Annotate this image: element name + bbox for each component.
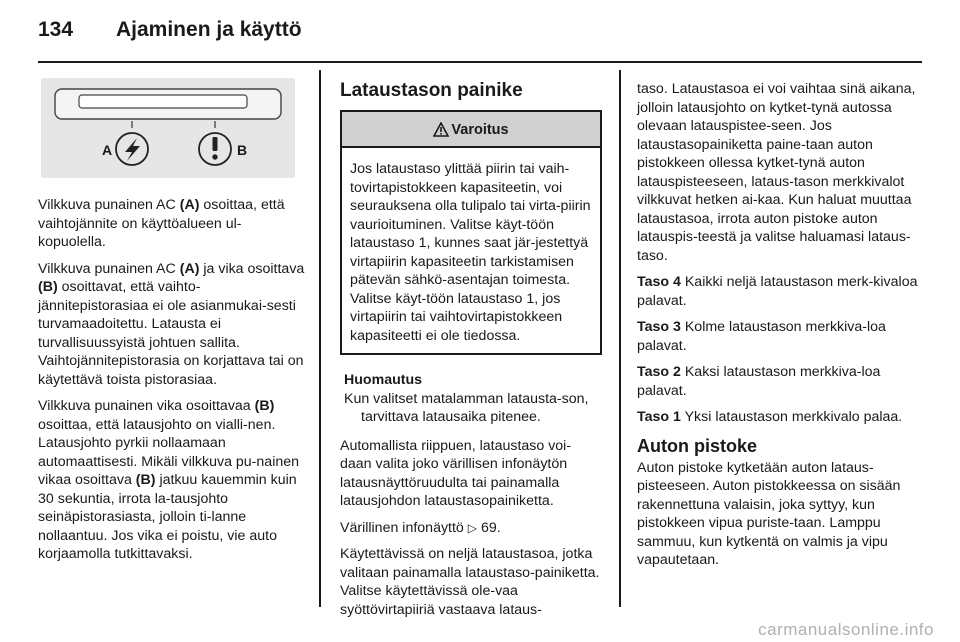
- header-rule: [38, 61, 922, 63]
- paragraph: Vilkkuva punainen vika osoittavaa (B) osoittaa, että latausjohto on vialli-nen. Latausjohto pyrkii nollaamaan automaattisesti. Mikäli vilkkuva pu-nainen vikaa osoittava (B) jatkuu kauemmin kuin 30 sekuntia, irrota la-tausjohto seinäpistorasiasta, jolloin ti-lanne nollaantuu. Jos vika ei poistu, vie auto korjaamolla tutkittavaksi.: [38, 398, 300, 562]
- warning-title: Varoitus: [451, 122, 509, 138]
- charger-diagram: [41, 78, 295, 178]
- paragraph: Käytettävissä on neljä lataustasoa, jotka valitaan painamalla lataustaso-painiketta. Valitse käytettävissä ole-vaa syöttövirtapiiriä vastaava lataus-: [340, 546, 600, 618]
- column-divider-1: [319, 70, 321, 607]
- label-a: A: [102, 142, 113, 158]
- column-2: [340, 78, 602, 627]
- note-box: [340, 371, 602, 427]
- column-3: [637, 80, 927, 578]
- paragraph: taso. Lataustasoa ei voi vaihtaa sinä aikana, jolloin latausjohto on kytket-tynä autossa olevaan latauspistee-seen. Jos lataustasopainiketta paine-taan auton pistokkeen ollessa kytket-tynä auton latauspisteeseen, lataus-tason merkkivalot vilkkuvat hetken ai-kaa. Kun haluat muuttaa lataustasoa, irrota auton pistoke auton latauspis-teestä ja valitse haluamasi lataus-taso.: [637, 81, 916, 264]
- warning-triangle-icon: [433, 115, 449, 151]
- column-1: [38, 78, 306, 572]
- level-3-item: Taso 3 Kolme lataustason merkkiva-loa palavat.: [637, 319, 886, 354]
- column-divider-2: [619, 70, 621, 607]
- note-title: Huomautus: [344, 372, 423, 388]
- paragraph: Vilkkuva punainen AC (A) ja vika osoittava (B) osoittavat, että vaihto-jännitepistorasiaa ei ole asianmukai-sesti turvamaadoitettu. Latausta ei turvallisuussyistä johtuen sallita. Vaihtojännitepistorasia on korjattava tai on käytettävä toista pistorasiaa.: [38, 260, 305, 388]
- ac-indicator-icon: [116, 133, 148, 165]
- paragraph: Auton pistoke kytketään auton lataus-pisteeseen. Auton pistokkeessa on sisään rakennettuna valaisin, joka syttyy, kun pistokkeen vipua puriste-taan. Lamppu sammuu, kun kytkentä on valmis ja vipu vapautetaan.: [637, 459, 901, 568]
- page-title: Ajaminen ja käyttö: [116, 18, 302, 41]
- section-title: Lataustason painike: [340, 80, 523, 101]
- warning-box: [340, 110, 602, 355]
- label-b: B: [237, 142, 248, 158]
- warning-header: [342, 112, 600, 148]
- warning-text: Jos lataustaso ylittää piirin tai vaih-tovirtapistokkeen kapasiteetin, voi seurauksena olla tulipalo tai virta-piirin vaurioituminen. Valitse käyt-töön lataustaso 1, kunnes saat jär-jestettyä virtapiirin kapasiteetin tarkistamisen pätevän sähkö-asentajan toimesta. Valitse käyt-töön lataustaso 1, jos virtapiirin tai vaihtovirtapistokkeen kapasiteetti ei ole tiedossa.: [350, 161, 591, 344]
- paragraph: Automallista riippuen, lataustaso voi-daan valita joko värillisen infonäytön latausnäyttöruudulta tai painamalla latausjohdon lataustasopainiketta.: [340, 437, 572, 509]
- charger-indicator-illustration: [41, 78, 295, 178]
- level-2-item: Taso 2 Kaksi lataustason merkkiva-loa palavat.: [637, 364, 881, 399]
- fault-indicator-icon: [199, 133, 231, 165]
- level-4-item: Taso 4 Kaikki neljä lataustason merk-kivaloa palavat.: [637, 274, 918, 309]
- section-title: Auton pistoke: [637, 435, 757, 456]
- watermark: carmanualsonline.info: [758, 620, 934, 639]
- paragraph: Värillinen infonäyttö ▷ 69.: [340, 519, 501, 536]
- page-number: 134: [38, 18, 74, 41]
- page-reference-arrow-icon: ▷: [467, 520, 477, 535]
- paragraph: Vilkkuva punainen AC (A) osoittaa, että vaihtojännite on käyttöalueen ul-kopuolella.: [38, 197, 285, 250]
- note-text: Kun valitset matalamman latausta-son, tarvittava latausaika pitenee.: [344, 390, 589, 425]
- level-1-item: Taso 1 Yksi lataustason merkkivalo palaa.: [637, 409, 903, 425]
